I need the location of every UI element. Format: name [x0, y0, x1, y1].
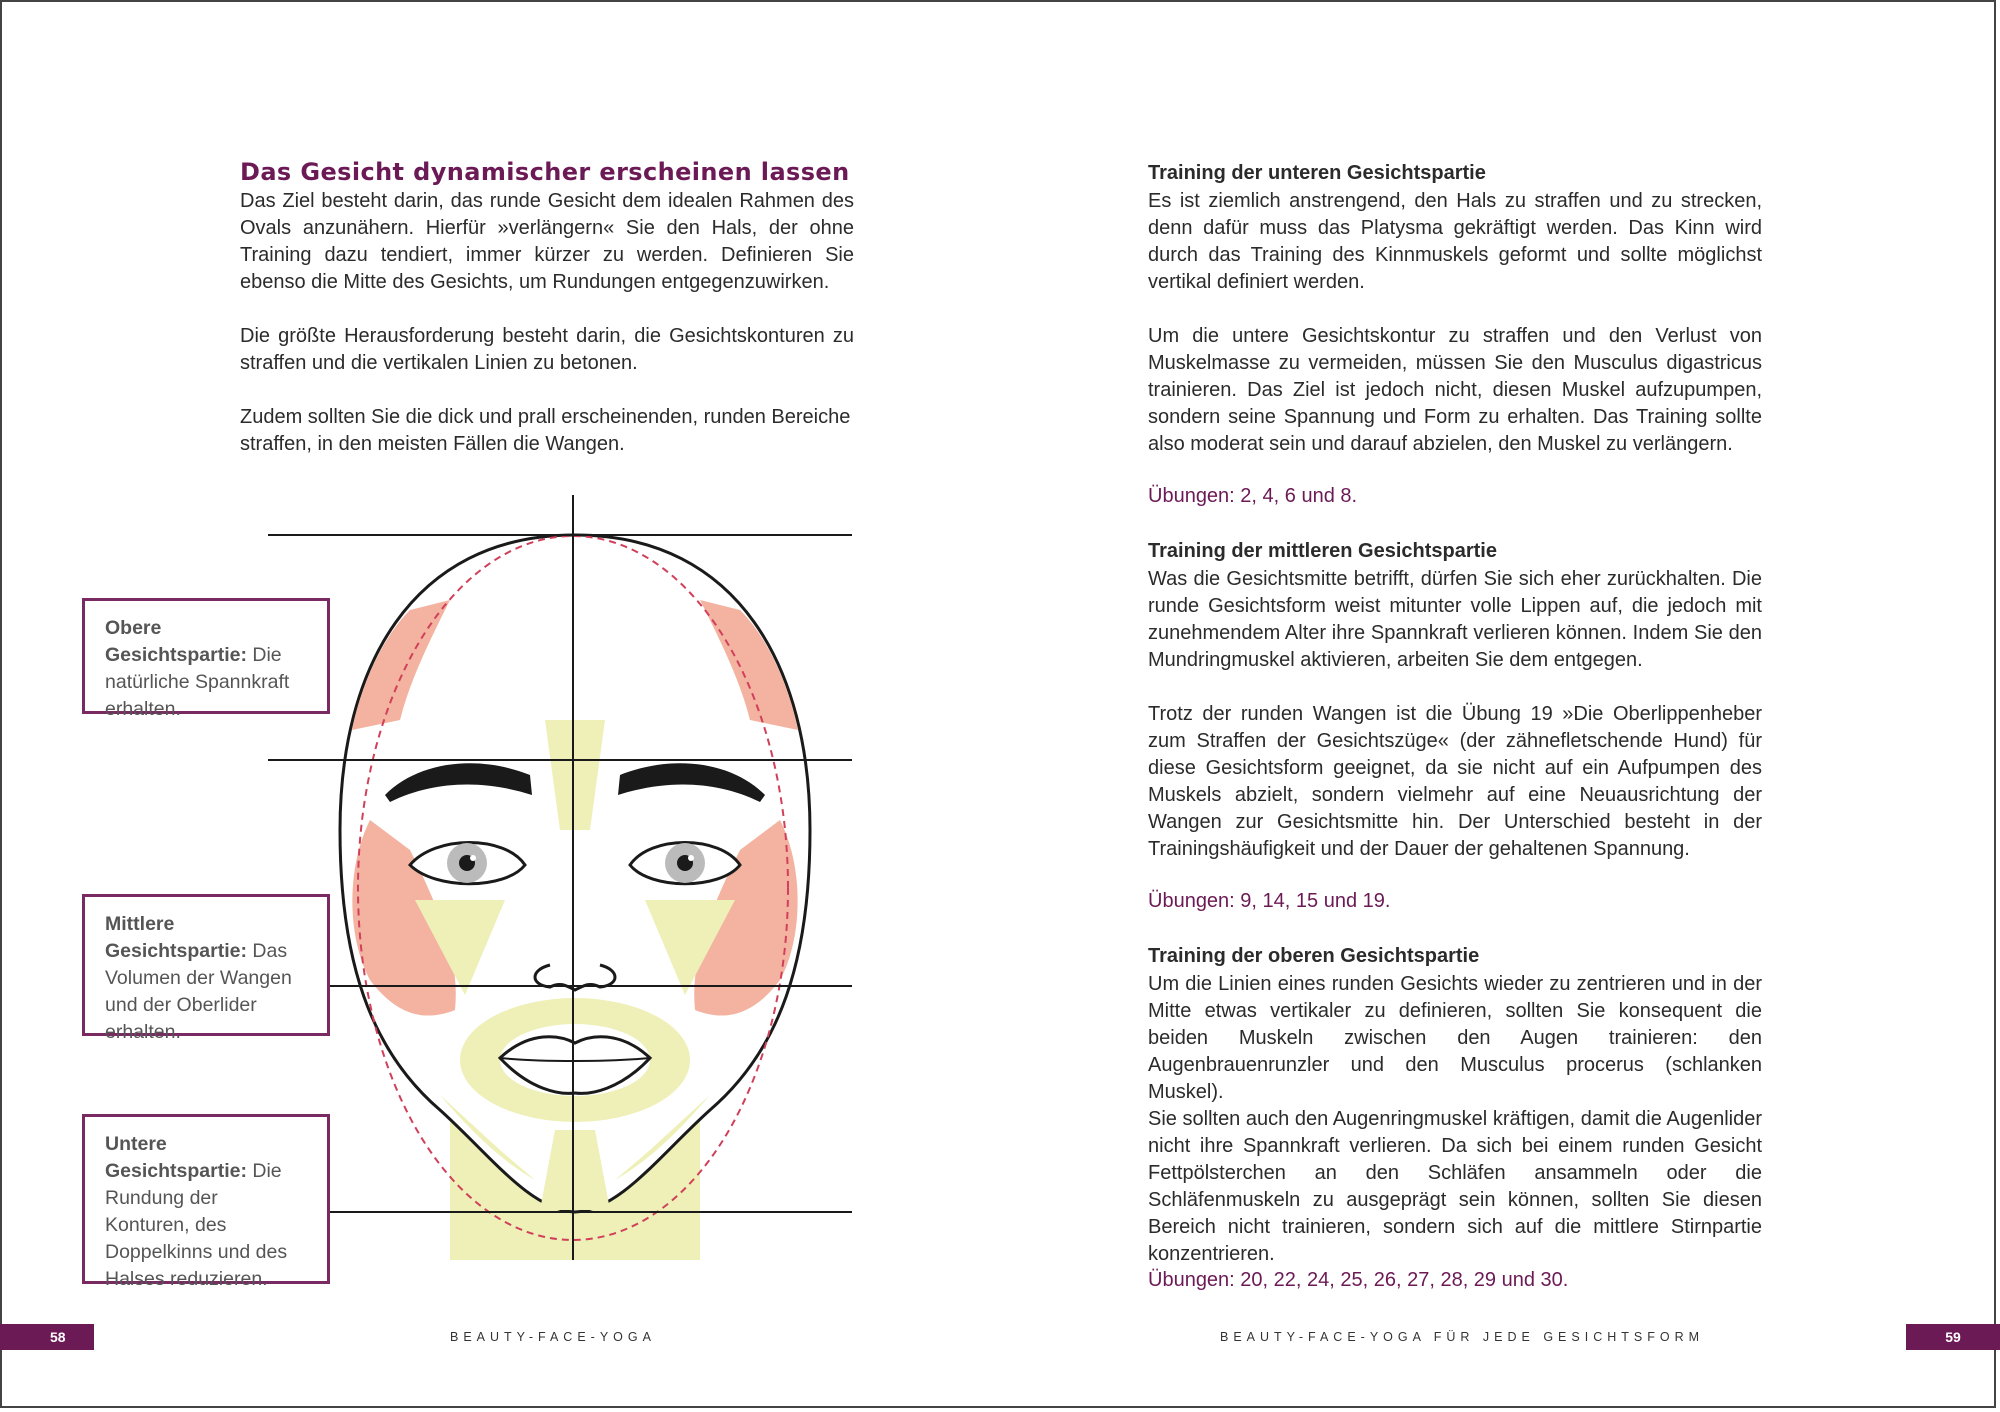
- section-upper-paragraph-1: Um die Linien eines runden Gesichts wieder zu zentrieren und in der Mitte etwas vertikaler zu definieren, sollten Sie konsequent die beiden Muskeln zwischen den Augen trainieren: den Augenbrauenrunzler und den Musculus procerus (schlanken Muskel).: [1148, 973, 1762, 1103]
- section-lower-paragraph-2: Um die untere Gesichtskontur zu straffen und den Verlust von Muskelmasse zu vermeiden, müssen Sie den Musculus digastricus trainieren. Das Ziel ist jedoch nicht, diesen Muskel aufzupumpen, sondern seine Spannung und Form zu erhalten. Das Training sollte also moderat sein und darauf abzielen, den Muskel zu verlängern.: [1148, 325, 1762, 455]
- cheeks-paragraph: Zudem sollten Sie die dick und prall erscheinenden, runden Bereiche straffen, in den meisten Fällen die Wangen.: [240, 406, 851, 455]
- callout-middle-face: [82, 894, 330, 1043]
- callout-lower-title: Untere Gesichtspartie:: [105, 1133, 247, 1182]
- section-title-middle: Training der mittleren Gesichtspartie: [1148, 540, 1497, 562]
- section-lower-paragraph-1: Es ist ziemlich anstrengend, den Hals zu straffen und zu strecken, denn dafür muss das Platysma gekräftigt werden. Das Kinn wird durch das Training des Kinnmuskels geformt und sollte möglichst vertikal definiert werden.: [1148, 190, 1762, 293]
- section-title-upper: Training der oberen Gesichtspartie: [1148, 945, 1480, 967]
- section-title-lower: Training der unteren Gesichtspartie: [1148, 162, 1486, 184]
- callout-middle-title: Mittlere Gesichtspartie:: [105, 913, 247, 962]
- section-middle-paragraph-2: Trotz der runden Wangen ist die Übung 19 »Die Oberlippenheber zum Straffen der Gesichtszüge« (der zähnefletschende Hund) für diese Gesichtsform geeignet, da sie nicht auf ein Aufpumpen des Muskels abzielt, sondern vielmehr auf eine Neuausrichtung der Wangen zur Gesichtsmitte hin. Der Unterschied besteht in der Trainingshäufigkeit und der Dauer der gehaltenen Spannung.: [1148, 703, 1762, 860]
- exercises-lower: Übungen: 2, 4, 6 und 8.: [1148, 485, 1358, 507]
- face-diagram: [260, 490, 860, 1270]
- right-page: [1000, 0, 2000, 1412]
- challenge-paragraph: Die größte Herausforderung besteht darin, die Gesichtskonturen zu straffen und die vertikalen Linien zu betonen.: [240, 325, 854, 374]
- section-upper-paragraph-2: Sie sollten auch den Augenringmuskel kräftigen, damit die Augenlider nicht ihre Spannkraft verlieren. Da sich bei einem runden Gesicht Fettpölsterchen an den Schläfen ansammeln oder die Schläfenmuskeln zu ausgeprägt sein können, sollten Sie diesen Bereich nicht trainieren, sondern sich auf die mittlere Stirnpartie konzentrieren.: [1148, 1108, 1762, 1265]
- callout-upper-title: Obere Gesichtspartie:: [105, 617, 247, 666]
- intro-paragraph: Das Ziel besteht darin, das runde Gesicht dem idealen Rahmen des Ovals anzunähern. Hierfür »verlängern« Sie den Hals, der ohne Training dazu tendiert, immer kürzer zu werden. Definieren Sie ebenso die Mitte des Gesichts, um Rundungen entgegenzuwirken.: [240, 190, 854, 293]
- callout-upper-text: Die natürliche Spannkraft erhalten.: [105, 644, 290, 720]
- page-number-left: 58: [0, 1324, 94, 1350]
- section-heading: Das Gesicht dynamischer erscheinen lassen: [240, 158, 850, 186]
- section-middle-paragraph-1: Was die Gesichtsmitte betrifft, dürfen Sie sich eher zurückhalten. Die runde Gesichtsform weist mitunter volle Lippen auf, die jedoch mit zunehmendem Alter ihre Spannkraft verlieren können. Indem Sie den Mundringmuskel aktivieren, arbeiten Sie dem entgegen.: [1148, 568, 1762, 671]
- callout-lower-face: [82, 1114, 330, 1290]
- callout-lower-text: Die Rundung der Konturen, des Doppelkinns und des Halses reduzieren.: [105, 1160, 288, 1290]
- callout-middle-text: Das Volumen der Wangen und der Oberlider erhalten.: [105, 940, 292, 1043]
- footer-right: BEAUTY-FACE-YOGA FÜR JEDE GESICHTSFORM: [1220, 1330, 1705, 1344]
- callout-upper-face: [82, 598, 330, 720]
- exercises-middle: Übungen: 9, 14, 15 und 19.: [1148, 890, 1391, 912]
- footer-left: BEAUTY-FACE-YOGA: [450, 1330, 656, 1344]
- exercises-upper: Übungen: 20, 22, 24, 25, 26, 27, 28, 29 und 30.: [1148, 1269, 1569, 1291]
- page-number-right: 59: [1906, 1324, 2000, 1350]
